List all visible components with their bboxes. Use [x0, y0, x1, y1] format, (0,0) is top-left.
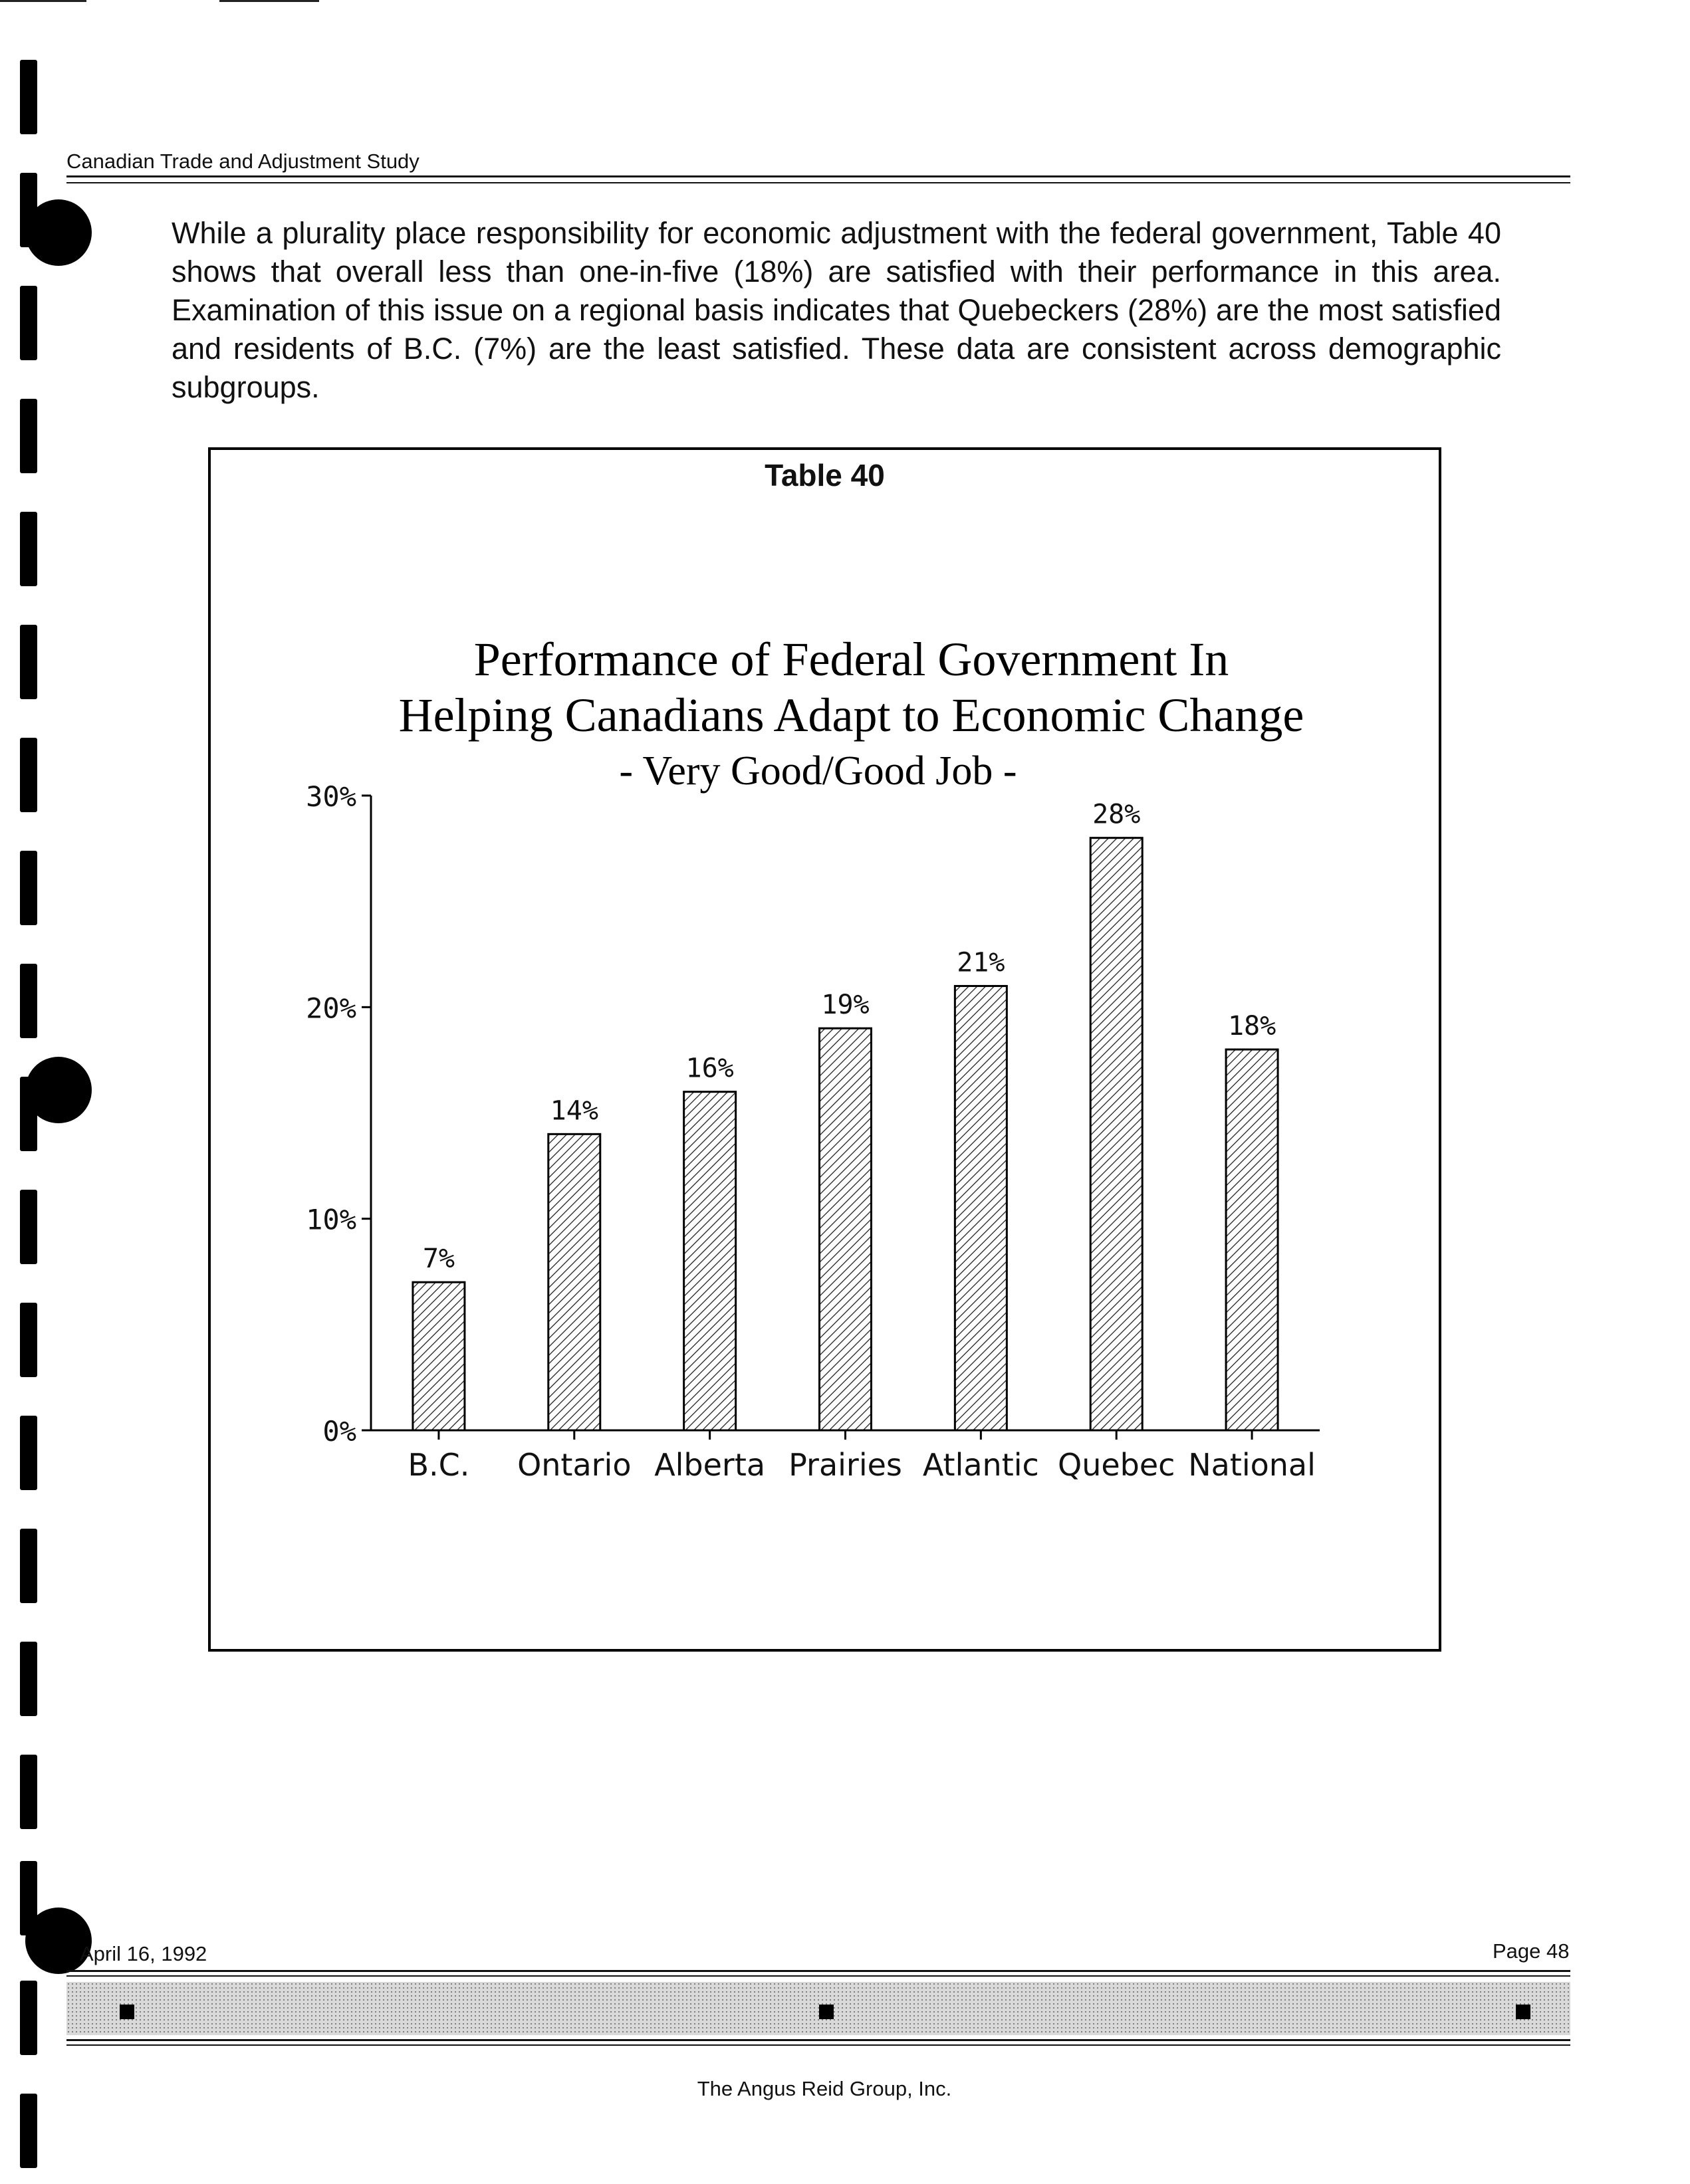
category-label: National: [1188, 1447, 1316, 1483]
footer-company: The Angus Reid Group, Inc.: [697, 2077, 952, 2100]
body-paragraph: While a plurality place responsibility for economic adjustment with the federal government, Table 40 shows that overall less than one-in-five (18%) are satisfied with their performance in this area. Examination of this issue on a regional basis indicates that Quebeckers (28%) are the most satisfied and residents of B.C. (7%) are the least satisfied. These data are consistent across demographic subgroups.: [172, 216, 1501, 404]
band-square-icon: [819, 2005, 834, 2019]
bar-ontario: [548, 1134, 600, 1430]
bar-quebec: [1090, 838, 1142, 1430]
footer-rule: [66, 1975, 1570, 1977]
category-label: Quebec: [1057, 1447, 1175, 1483]
band-square-icon: [1516, 2005, 1530, 2019]
bar-prairies: [820, 1028, 872, 1430]
bar-alberta: [684, 1092, 736, 1430]
bar-national: [1226, 1049, 1278, 1430]
bar-value-label: 28%: [1092, 799, 1141, 830]
category-label: B.C.: [408, 1447, 470, 1483]
bar-value-label: 19%: [821, 990, 870, 1021]
y-tick-label: 20%: [306, 992, 356, 1025]
y-tick-label: 0%: [322, 1415, 356, 1448]
bar-value-label: 21%: [957, 947, 1005, 978]
running-header: Canadian Trade and Adjustment Study: [66, 150, 420, 173]
y-tick-label: 30%: [306, 780, 356, 813]
footer-rule: [66, 2039, 1570, 2041]
bar-value-label: 14%: [550, 1095, 598, 1127]
y-tick-label: 10%: [306, 1203, 356, 1236]
footer-rule: [66, 1970, 1570, 1972]
footer-date: April 16, 1992: [80, 1942, 207, 1965]
bar-value-label: 16%: [685, 1053, 734, 1084]
bar-atlantic: [955, 986, 1007, 1431]
band-square-icon: [120, 2005, 134, 2019]
bar-value-label: 7%: [422, 1244, 455, 1275]
category-label: Prairies: [788, 1447, 902, 1483]
table-label: Table 40: [765, 458, 885, 492]
footer-band: [66, 1982, 1570, 2035]
chart-subtitle: - Very Good/Good Job -: [619, 748, 1017, 794]
page-number: Page 48: [1493, 1939, 1570, 1963]
footer-rule: [66, 2044, 1570, 2046]
category-label: Atlantic: [922, 1447, 1039, 1483]
chart-title-line-2: Helping Canadians Adapt to Economic Change: [398, 689, 1304, 742]
bar-value-label: 18%: [1227, 1011, 1276, 1041]
chart-title-line-1: Performance of Federal Government In: [473, 633, 1229, 686]
bar-bc: [413, 1282, 465, 1430]
category-label: Ontario: [517, 1447, 632, 1483]
category-label: Alberta: [654, 1447, 766, 1483]
